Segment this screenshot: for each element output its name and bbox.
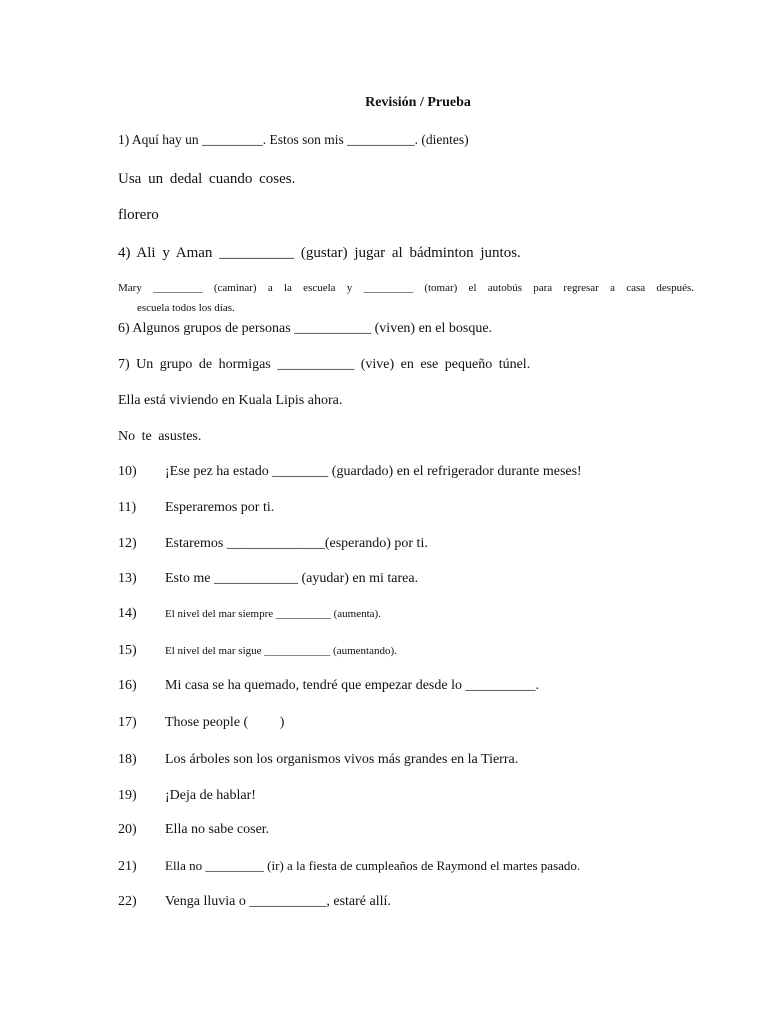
list-item — [118, 752, 518, 768]
question-2: Usa un dedal cuando coses. — [118, 171, 296, 187]
list-item — [118, 822, 269, 838]
question-3: florero — [118, 207, 159, 223]
item-number: 12) — [118, 536, 137, 551]
item-text: ¡Deja de hablar! — [165, 788, 256, 803]
item-number: 20) — [118, 822, 137, 837]
item-text: Those people ( ) — [165, 715, 285, 730]
question-5-line-1: Mary _________ (caminar) a la escuela y _________ (tomar) el autobús para regresar a casa después. — [118, 282, 694, 294]
item-number: 19) — [118, 788, 137, 803]
list-item — [118, 678, 539, 694]
item-text: Esperaremos por ti. — [165, 500, 275, 515]
list-item — [118, 715, 284, 731]
item-text: Venga lluvia o ___________, estaré allí. — [165, 894, 391, 909]
question-7: 7) Un grupo de hormigas ___________ (vive) en ese pequeño túnel. — [118, 357, 531, 372]
item-text: Ella no _________ (ir) a la fiesta de cumpleaños de Raymond el martes pasado. — [165, 858, 581, 873]
item-text: Mi casa se ha quemado, tendré que empezar desde lo __________. — [165, 678, 539, 693]
list-item — [118, 788, 256, 804]
item-text: Esto me ____________ (ayudar) en mi tarea. — [165, 571, 419, 586]
item-number: 14) — [118, 606, 137, 621]
item-number: 10) — [118, 464, 137, 479]
item-text: Ella no sabe coser. — [165, 822, 270, 837]
item-text: ¡Ese pez ha estado ________ (guardado) en el refrigerador durante meses! — [165, 464, 582, 479]
question-8: Ella está viviendo en Kuala Lipis ahora. — [118, 393, 343, 408]
list-item — [118, 643, 397, 659]
question-1: 1) Aquí hay un _________. Estos son mis __________. (dientes) — [118, 132, 469, 147]
item-text: El nivel del mar siempre __________ (aumenta). — [165, 608, 381, 620]
item-text: El nivel del mar sigue ____________ (aumentando). — [165, 645, 397, 657]
list-item — [118, 536, 428, 552]
question-9: No te asustes. — [118, 429, 202, 444]
item-number: 17) — [118, 715, 137, 730]
list-item — [118, 858, 580, 875]
item-text: Los árboles son los organismos vivos más grandes en la Tierra. — [165, 752, 519, 767]
list-item — [118, 606, 381, 622]
item-number: 15) — [118, 643, 137, 658]
item-number: 18) — [118, 752, 137, 767]
page-title: Revisión / Prueba — [365, 95, 471, 110]
item-text: Estaremos ______________(esperando) por ti. — [165, 536, 428, 551]
question-5-line-2: escuela todos los días. — [137, 302, 235, 314]
list-item — [118, 571, 418, 587]
item-number: 22) — [118, 894, 137, 909]
item-number: 11) — [118, 500, 137, 515]
item-number: 21) — [118, 859, 137, 874]
item-number: 13) — [118, 571, 137, 586]
list-item — [118, 894, 391, 910]
question-6: 6) Algunos grupos de personas ___________ (viven) en el bosque. — [118, 321, 493, 336]
list-item — [118, 464, 582, 480]
item-number: 16) — [118, 678, 137, 693]
list-item — [118, 500, 274, 516]
question-4: 4) Ali y Aman __________ (gustar) jugar al bádminton juntos. — [118, 245, 521, 261]
